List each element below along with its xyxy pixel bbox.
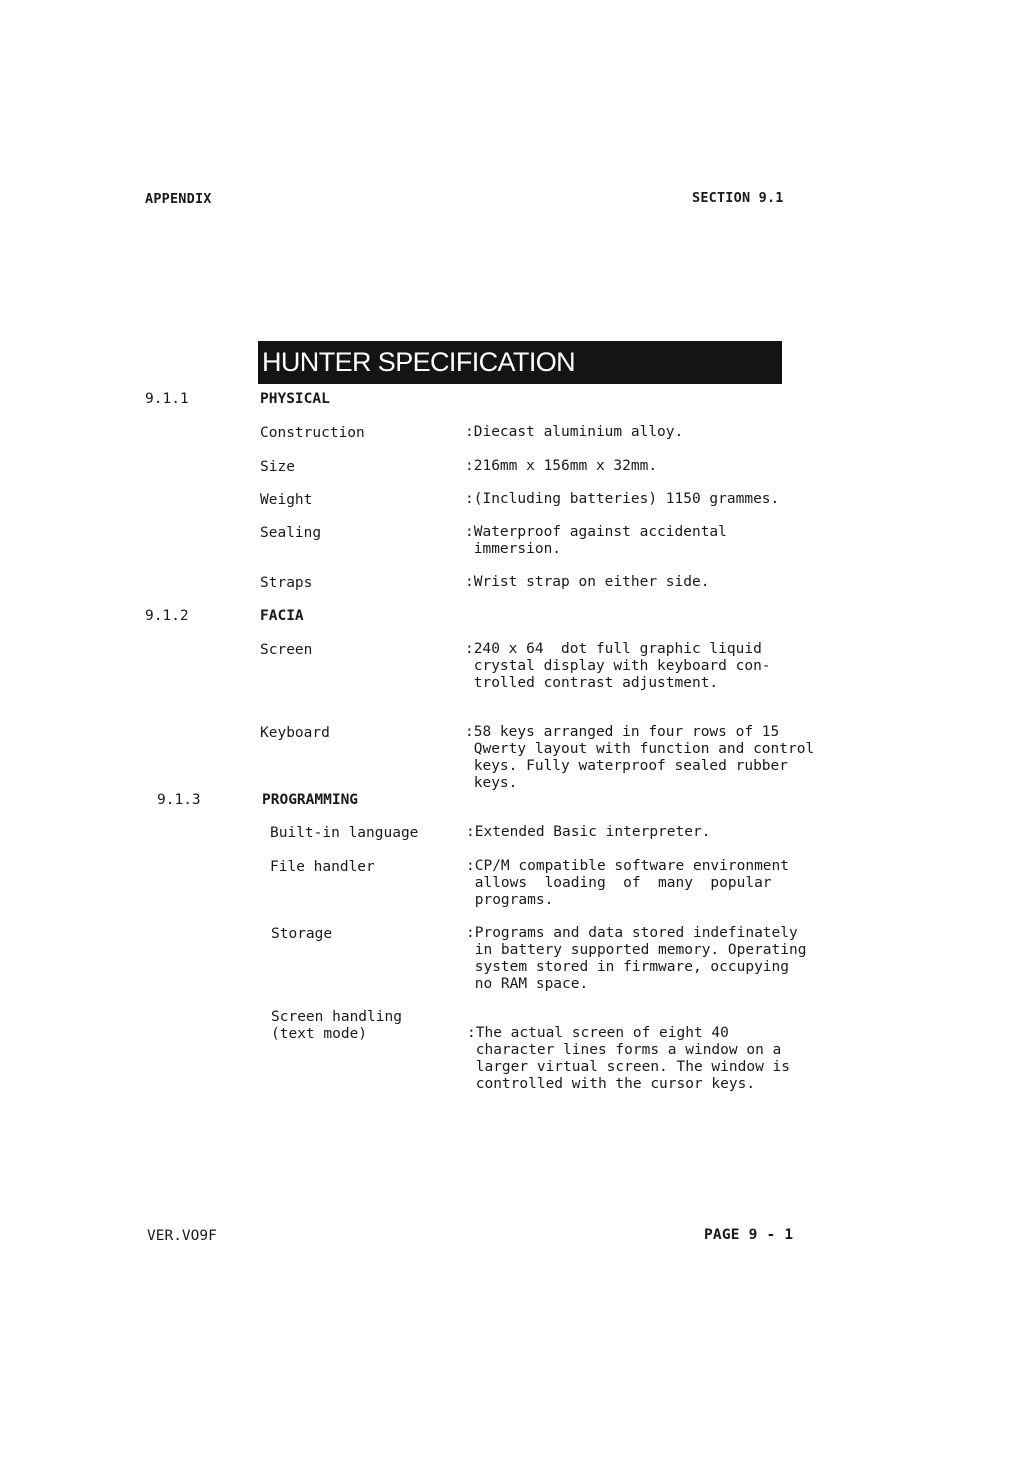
spec-label-construction: Construction (260, 425, 365, 441)
spec-value-weight: :(Including batteries) 1150 grammes. (465, 491, 780, 507)
spec-label-screen: Screen (260, 642, 313, 658)
header-appendix: APPENDIX (145, 191, 212, 207)
spec-label-keyboard: Keyboard (260, 725, 330, 741)
footer-version: VER.VO9F (147, 1228, 217, 1244)
spec-value-keyboard-line-2: Qwerty layout with function and control (465, 741, 815, 757)
section-number-programming: 9.1.3 (157, 792, 201, 808)
spec-label-file-handler: File handler (270, 859, 375, 875)
spec-value-sealing-line-2: immersion. (465, 541, 562, 557)
section-title-programming: PROGRAMMING (262, 792, 359, 808)
section-number-physical: 9.1.1 (145, 391, 189, 407)
spec-value-screen-line-3: trolled contrast adjustment. (465, 675, 719, 691)
spec-label-screen-handling-line-1: Screen handling (271, 1009, 402, 1025)
spec-value-storage-line-3: system stored in firmware, occupying (466, 959, 790, 975)
spec-value-screen-handling-line-3: larger virtual screen. The window is (467, 1059, 791, 1075)
spec-value-file-handler-line-1: :CP/M compatible software environment (466, 858, 790, 874)
spec-label-sealing: Sealing (260, 525, 322, 541)
spec-value-built-in-language: :Extended Basic interpreter. (466, 824, 711, 840)
header-section: SECTION 9.1 (692, 190, 784, 206)
section-title-physical: PHYSICAL (260, 391, 330, 407)
spec-value-construction: :Diecast aluminium alloy. (465, 424, 684, 440)
spec-label-weight: Weight (260, 492, 313, 508)
spec-label-size: Size (260, 459, 295, 475)
spec-value-keyboard-line-3: keys. Fully waterproof sealed rubber (465, 758, 789, 774)
section-title-facia: FACIA (260, 608, 304, 624)
spec-label-screen-handling-line-2: (text mode) (271, 1026, 368, 1042)
spec-value-screen-handling-line-4: controlled with the cursor keys. (467, 1076, 756, 1092)
spec-value-screen-handling-line-1: :The actual screen of eight 40 (467, 1025, 729, 1041)
spec-value-storage-line-1: :Programs and data stored indefinately (466, 925, 798, 941)
spec-value-file-handler-line-3: programs. (466, 892, 554, 908)
spec-value-straps: :Wrist strap on either side. (465, 574, 710, 590)
spec-value-screen-line-1: :240 x 64 dot full graphic liquid (465, 641, 762, 657)
spec-label-built-in-language: Built-in language (270, 825, 419, 841)
spec-value-file-handler-line-2: allows loading of many popular (466, 875, 772, 891)
spec-value-storage-line-2: in battery supported memory. Operating (466, 942, 807, 958)
section-number-facia: 9.1.2 (145, 608, 189, 624)
footer-page-number: PAGE 9 - 1 (704, 1227, 794, 1243)
spec-value-screen-line-2: crystal display with keyboard con- (465, 658, 771, 674)
spec-value-keyboard-line-4: keys. (465, 775, 518, 791)
spec-value-keyboard-line-1: :58 keys arranged in four rows of 15 (465, 724, 780, 740)
spec-value-storage-line-4: no RAM space. (466, 976, 589, 992)
spec-value-screen-handling-line-2: character lines forms a window on a (467, 1042, 782, 1058)
spec-value-sealing-line-1: :Waterproof against accidental (465, 524, 727, 540)
spec-value-size: :216mm x 156mm x 32mm. (465, 458, 658, 474)
specification-banner: HUNTER SPECIFICATION (258, 341, 782, 384)
spec-label-storage: Storage (271, 926, 333, 942)
spec-label-straps: Straps (260, 575, 313, 591)
